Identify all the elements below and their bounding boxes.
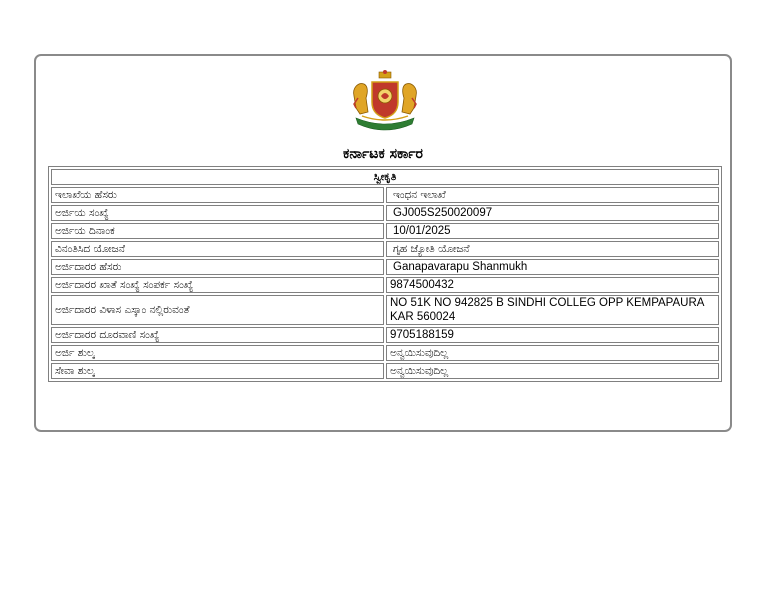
row-value-application-number: GJ005S250020097	[386, 205, 719, 221]
row-value-application-fee: ಅನ್ವಯಿಸುವುದಿಲ್ಲ	[386, 345, 719, 361]
row-label-applicant-name: ಅರ್ಜಿದಾರರ ಹೆಸರು	[51, 259, 384, 275]
table-row	[51, 345, 719, 361]
table-row	[51, 241, 719, 257]
row-value-account-number: 9874500432	[386, 277, 719, 293]
row-value-department: ಇಂಧನ ಇಲಾಖೆ	[386, 187, 719, 203]
table-row	[51, 295, 719, 325]
table-row	[51, 327, 719, 343]
row-value-service-fee: ಅನ್ವಯಿಸುವುದಿಲ್ಲ	[386, 363, 719, 379]
row-label-account-number: ಅರ್ಜಿದಾರರ ಖಾತೆ ಸಂಖ್ಯೆ ಸಂಪರ್ಕ ಸಂಖ್ಯೆ	[51, 277, 384, 293]
row-label-application-number: ಅರ್ಜಿಯ ಸಂಖ್ಯೆ	[51, 205, 384, 221]
table-row	[51, 363, 719, 379]
row-label-address: ಅರ್ಜಿದಾರರ ವಿಳಾಸ ಎಸ್ಕಾಂ ನಲ್ಲಿರುವಂತೆ	[51, 295, 384, 325]
row-value-phone-number: 9705188159	[386, 327, 719, 343]
row-label-application-date: ಅರ್ಜಿಯ ದಿನಾಂಕ	[51, 223, 384, 239]
row-value-application-date: 10/01/2025	[386, 223, 719, 239]
acknowledgement-table	[48, 166, 722, 382]
row-label-phone-number: ಅರ್ಜಿದಾರರ ದೂರವಾಣಿ ಸಂಖ್ಯೆ	[51, 327, 384, 343]
row-label-service-fee: ಸೇವಾ ಶುಲ್ಕ	[51, 363, 384, 379]
row-value-address: NO 51K NO 942825 B SINDHI COLLEG OPP KEMPAPAURA KAR 560024	[386, 295, 719, 325]
acknowledgement-card	[34, 54, 732, 432]
row-value-applicant-name: Ganapavarapu Shanmukh	[386, 259, 719, 275]
table-row	[51, 223, 719, 239]
row-label-application-fee: ಅರ್ಜಿ ಶುಲ್ಕ	[51, 345, 384, 361]
government-title: ಕರ್ನಾಟಕ ಸರ್ಕಾರ	[343, 146, 423, 162]
karnataka-state-emblem-icon	[348, 68, 422, 136]
table-row	[51, 205, 719, 221]
table-heading-row	[51, 169, 719, 185]
row-label-scheme: ವಿನಂತಿಸಿದ ಯೋಜನೆ	[51, 241, 384, 257]
table-row	[51, 277, 719, 293]
table-row	[51, 187, 719, 203]
table-heading: ಸ್ವೀಕೃತಿ	[51, 169, 719, 185]
table-row	[51, 259, 719, 275]
row-label-department: ಇಲಾಖೆಯ ಹೆಸರು	[51, 187, 384, 203]
row-value-scheme: ಗೃಹ ಜ್ಯೋತಿ ಯೋಜನೆ	[386, 241, 719, 257]
